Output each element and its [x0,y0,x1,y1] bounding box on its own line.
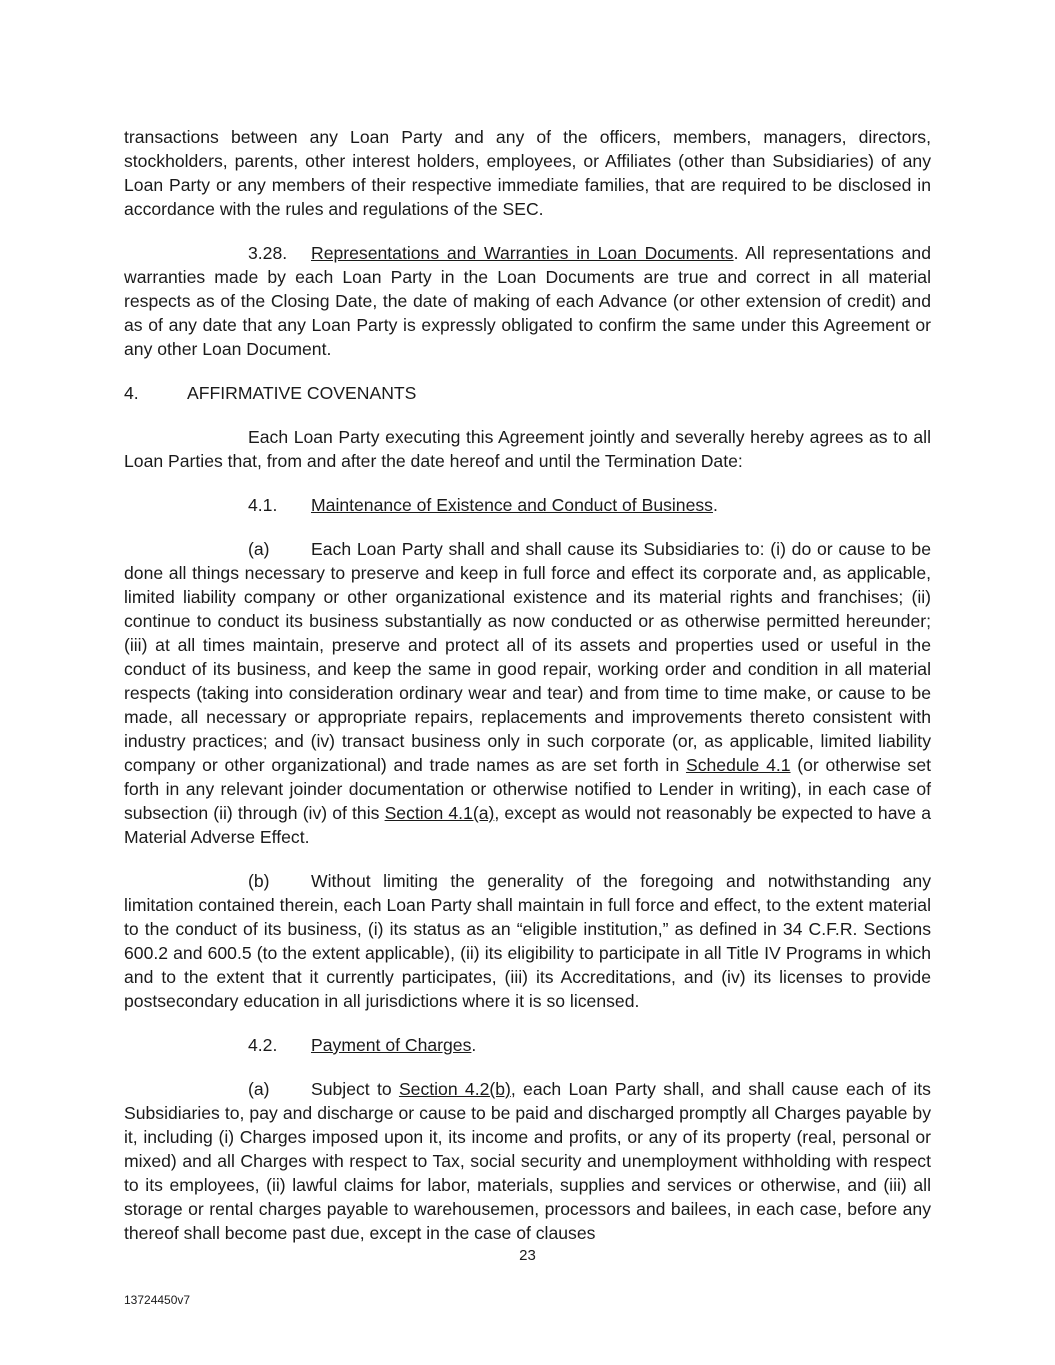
section-number: 3.28. [248,243,288,263]
article-heading [124,381,931,405]
section-4-1-heading: 4.1. Maintenance of Existence and Conduct of Business. [248,495,718,515]
subsection-label: (a) [248,539,270,559]
section-4-2-heading: 4.2. Payment of Charges. [248,1035,477,1055]
section-reference: Section 4.1(a) [384,803,495,823]
section-title: Payment of Charges [311,1035,472,1055]
schedule-reference: Schedule 4.1 [685,755,791,775]
subsection-label: (b) [248,871,270,891]
section-text: All representations and warranties made by each Loan Party in the Loan Documents are true and correct in all material respects as of the Closing Date, the date of making of each Advance (or other extension of credit) and as of any date that any Loan Party is expressly obligated to confirm the same under this Agreement or any other Loan Document. [124,243,932,359]
section-title: Representations and Warranties in Loan Documents [311,243,734,263]
section-4-1-b: (b) Without limiting the generality of the foregoing and notwithstanding any limitation contained therein, each Loan Party shall maintain in full force and effect, to the extent material to the conduct of its business, (i) its status as an “eligible institution,” as defined in 34 C.F.R. Sections 600.2 and 600.5 (to the extent applicable), (ii) its eligibility to participate in all Title IV Programs in which and to the extent that it currently participates, (iii) its Accreditations, and (iv) its licenses to provide postsecondary education in all jurisdictions where it is so licensed. [124,871,931,1011]
section-reference: Section 4.2(b) [398,1079,511,1099]
article-title: AFFIRMATIVE COVENANTS [187,383,417,403]
article-number: 4. [124,383,139,403]
subsection-label: (a) [248,1079,270,1099]
section-number: 4.2. [248,1035,278,1055]
section-3-28: 3.28. Representations and Warranties in Loan Documents. All representations and warranties made by each Loan Party in the Loan Documents are true and correct in all material respects as of the Closing Date, the date of making of each Advance (or other extension of credit) and as of any date that any Loan Party is expressly obligated to confirm the same under this Agreement or any other Loan Document. [124,243,932,359]
section-4-1-a: (a) Each Loan Party shall and shall cause its Subsidiaries to: (i) do or cause to be done all things necessary to preserve and keep in full force and effect its corporate and, as applicable, limited liability company or other organizational existence and its material rights and franchises; (ii) continue to conduct its business substantially as now conducted or as otherwise permitted hereunder; (iii) at all times maintain, preserve and protect all of its assets and properties used or useful in the conduct of its business, and keep the same in good repair, working order and condition in all material respects (taking into consideration ordinary wear and tear) and from time to time make, or cause to be made, all necessary or appropriate repairs, replacements and improvements thereto consistent with industry practices; and (iv) transact business only in such corporate (or, as applicable, limited liability company or other organizational) and trade names as are set forth in Schedule 4.1 (or otherwise set forth in any relevant joinder documentation or otherwise notified to Lender in writing), in each case of subsection (ii) through (iv) of this Section 4.1(a), except as would not reasonably be expected to have a Material Adverse Effect. [124,539,931,847]
page-number: 23 [519,1247,536,1264]
section-number: 4.1. [248,495,278,515]
section-3-27-continuation: transactions between any Loan Party and any of the officers, members, managers, directors, stockholders, parents, other interest holders, employees, or Affiliates (other than Subsidiaries) of any Loan Party or any members of their respective immediate families, that are required to be disclosed in accordance with the rules and regulations of the SEC. [124,127,931,219]
article-intro: Each Loan Party executing this Agreement jointly and severally hereby agrees as to all Loan Parties that, from and after the date hereof and until the Termination Date: [124,427,931,471]
section-4-2-a: (a) Subject to Section 4.2(b), each Loan Party shall, and shall cause each of its Subsidiaries to, pay and discharge or cause to be paid and discharged promptly all Charges payable by it, including (i) Charges imposed upon it, its income and profits, or any of its property (real, personal or mixed) and all Charges with respect to Tax, social security and unemployment withholding with respect to its employees, (ii) lawful claims for labor, materials, supplies and services or otherwise, and (iii) all storage or rental charges payable to warehousemen, processors and bailees, in each case, before any thereof shall become past due, except in the case of clauses [124,1079,931,1243]
page-body [124,125,931,1245]
section-title: Maintenance of Existence and Conduct of Business [311,495,713,515]
document-id: 13724450v7 [124,1293,191,1307]
